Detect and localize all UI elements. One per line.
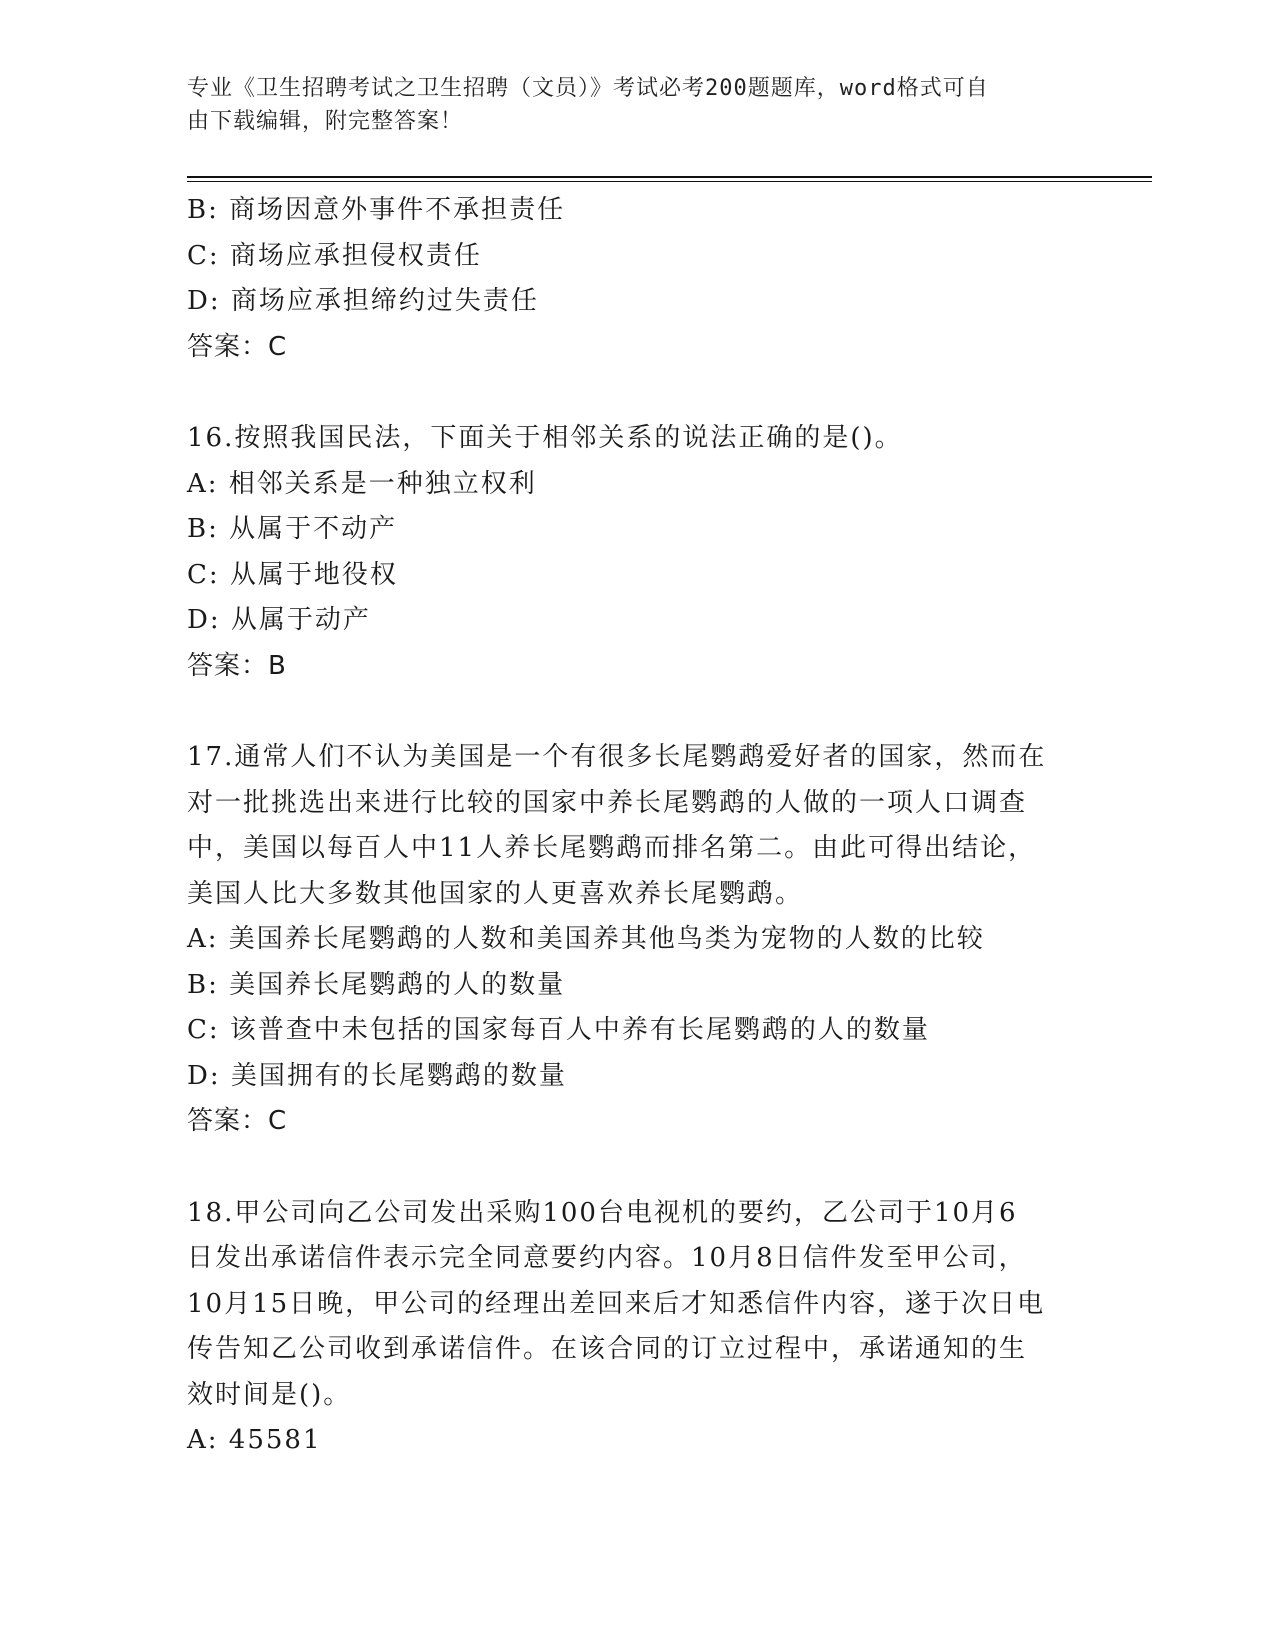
q15-option-c: C: 商场应承担侵权责任	[187, 240, 482, 271]
q16-option-d: D: 从属于动产	[187, 605, 371, 635]
q18-stem-line-2: 日发出承诺信件表示完全同意要约内容。10月8日信件发至甲公司，	[187, 1243, 1027, 1273]
q17-stem-line-4: 美国人比大多数其他国家的人更喜欢养长尾鹦鹉。	[187, 878, 804, 909]
header-line-2: 由下载编辑，附完整答案！	[187, 109, 464, 134]
q17-answer: 答案：C	[187, 1106, 288, 1136]
q16-option-a: A: 相邻关系是一种独立权利	[187, 468, 537, 499]
question-content	[187, 188, 1087, 1464]
q16-answer: 答案：B	[187, 650, 287, 681]
q17-stem-line-1: 17.通常人们不认为美国是一个有很多长尾鹦鹉爱好者的国家，然而在	[187, 742, 1047, 772]
header-line-1: 专业《卫生招聘考试之卫生招聘（文员）》考试必考200题题库，word格式可自	[187, 76, 989, 101]
header-rule-thick	[187, 176, 1152, 178]
q18-stem-line-1: 18.甲公司向乙公司发出采购100台电视机的要约，乙公司于10月6	[187, 1197, 1018, 1228]
q17-option-d: D: 美国拥有的长尾鹦鹉的数量	[187, 1060, 567, 1091]
q18-stem-line-3: 10月15日晚，甲公司的经理出差回来后才知悉信件内容，遂于次日电	[187, 1288, 1046, 1319]
q17-stem-line-2: 对一批挑选出来进行比较的国家中养长尾鹦鹉的人做的一项人口调查	[187, 787, 1028, 818]
header-rule-thin	[187, 181, 1152, 182]
q18-stem-line-5: 效时间是()。	[187, 1379, 352, 1410]
q15-option-d: D: 商场应承担缔约过失责任	[187, 286, 539, 316]
q16-option-b: B: 从属于不动产	[187, 514, 398, 544]
spacer	[187, 370, 1087, 416]
q15-answer: 答案：C	[187, 331, 288, 362]
q18-option-a: A: 45581	[187, 1425, 322, 1455]
q15-option-b: B: 商场因意外事件不承担责任	[187, 195, 566, 225]
q18-stem-line-4: 传告知乙公司收到承诺信件。在该合同的订立过程中，承诺通知的生	[187, 1334, 1028, 1364]
spacer	[187, 689, 1087, 735]
spacer	[187, 1145, 1087, 1191]
q17-option-c: C: 该普查中未包括的国家每百人中养有长尾鹦鹉的人的数量	[187, 1015, 930, 1045]
q16-option-c: C: 从属于地役权	[187, 559, 398, 590]
q17-option-a: A: 美国养长尾鹦鹉的人数和美国养其他鸟类为宠物的人数的比较	[187, 924, 985, 954]
q17-stem-line-3: 中，美国以每百人中11人养长尾鹦鹉而排名第二。由此可得出结论，	[187, 833, 1037, 863]
q16-stem: 16.按照我国民法，下面关于相邻关系的说法正确的是()。	[187, 423, 903, 453]
page-header	[187, 72, 1087, 138]
q17-option-b: B: 美国养长尾鹦鹉的人的数量	[187, 969, 566, 1000]
